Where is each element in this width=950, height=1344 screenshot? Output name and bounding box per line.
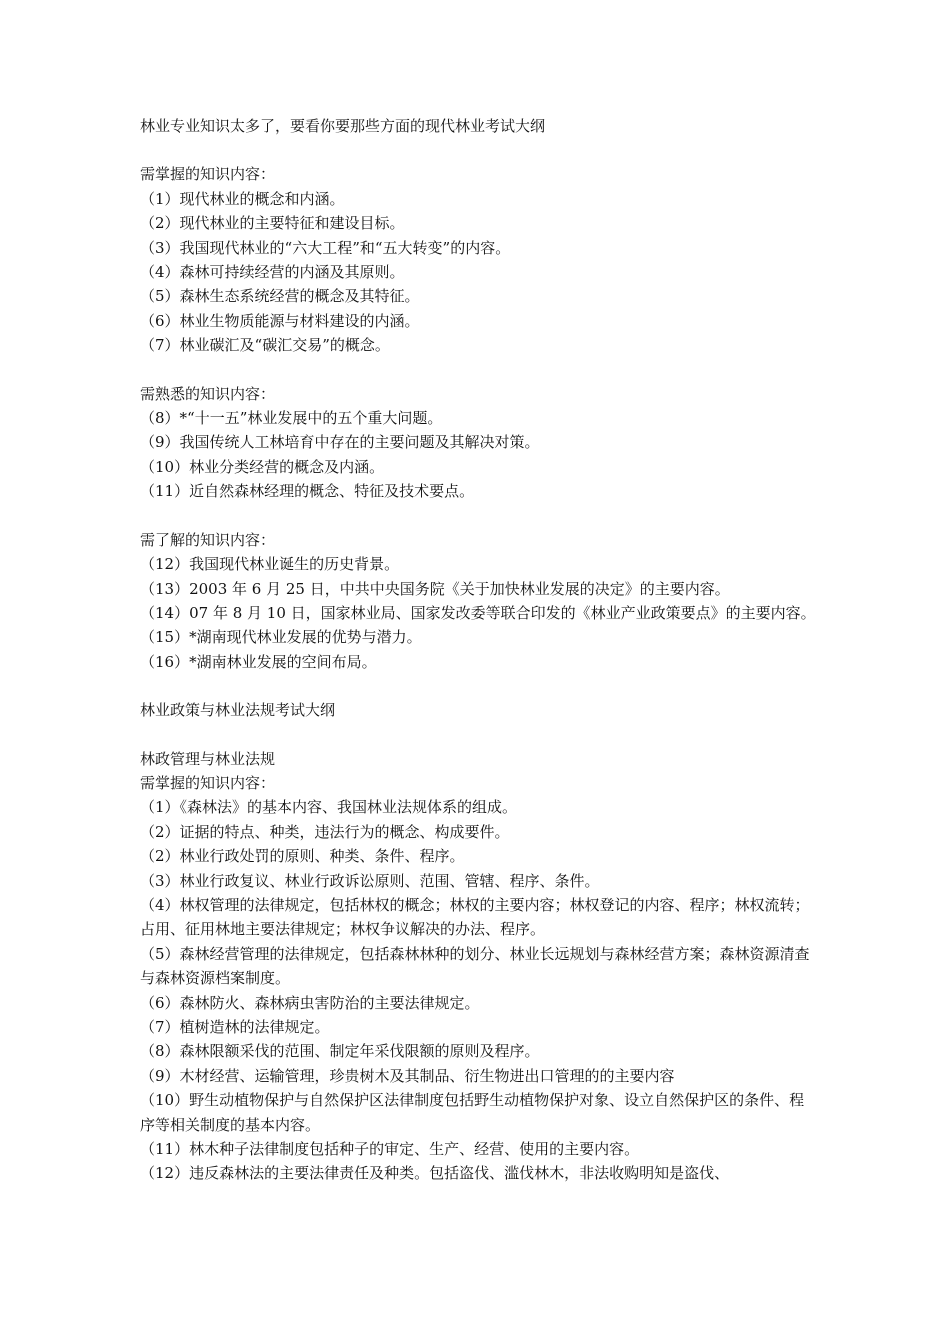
list-item: （1）《森林法》的基本内容、我国林业法规体系的组成。 bbox=[140, 798, 518, 817]
list-item: （13）2003 年 6 月 25 日，中共中央国务院《关于加快林业发展的决定》的主要内容。 bbox=[140, 579, 730, 598]
list-item: （6）森林防火、森林病虫害防治的主要法律规定。 bbox=[140, 993, 480, 1012]
intro-text: 林业专业知识太多了，要看你要那些方面的现代林业考试大纲 bbox=[140, 117, 546, 135]
list-item: （9）我国传统人工林培育中存在的主要问题及其解决对策。 bbox=[140, 433, 540, 452]
list-item: （2）现代林业的主要特征和建设目标。 bbox=[140, 214, 405, 233]
list-item: （11）林木种子法律制度包括种子的审定、生产、经营、使用的主要内容。 bbox=[140, 1140, 640, 1159]
list-item: （14）07 年 8 月 10 日，国家林业局、国家发改委等联合印发的《林业产业政策要点》的主要内容。 bbox=[140, 603, 816, 622]
section-heading: 需熟悉的知识内容： bbox=[140, 384, 276, 403]
list-item: （3）林业行政复议、林业行政诉讼原则、范围、管辖、程序、条件。 bbox=[140, 871, 600, 890]
section-heading: 需了解的知识内容： bbox=[140, 530, 276, 549]
list-item: （7）植树造林的法律规定。 bbox=[140, 1018, 330, 1036]
policy-title: 林业政策与林业法规考试大纲 bbox=[140, 701, 336, 720]
spacer bbox=[140, 674, 816, 698]
list-item: （7）林业碳汇及“碳汇交易”的概念。 bbox=[140, 336, 390, 355]
list-item: （11）近自然森林经理的概念、特征及技术要点。 bbox=[140, 482, 475, 501]
spacer bbox=[140, 723, 816, 747]
list-item: （2）林业行政处罚的原则、种类、条件、程序。 bbox=[140, 847, 465, 866]
spacer bbox=[140, 358, 816, 382]
list-item: （10）林业分类经营的概念及内涵。 bbox=[140, 457, 385, 476]
section-heading: 需掌握的知识内容： bbox=[140, 165, 276, 184]
spacer bbox=[140, 504, 816, 528]
list-item: （8）森林限额采伐的范围、制定年采伐限额的原则及程序。 bbox=[140, 1042, 540, 1061]
section-forestry-law bbox=[140, 747, 816, 1186]
list-item: （12）违反森林法的主要法律责任及种类。包括盗伐、滥伐林木，非法收购明知是盗伐、 bbox=[140, 1164, 730, 1183]
list-item: （1）现代林业的概念和内涵。 bbox=[140, 189, 345, 208]
spacer bbox=[140, 138, 816, 162]
list-item: （16）*湖南林业发展的空间布局。 bbox=[140, 652, 377, 671]
list-item: （8）*“十一五”林业发展中的五个重大问题。 bbox=[140, 409, 443, 428]
list-item: （3）我国现代林业的“六大工程”和“五大转变”的内容。 bbox=[140, 238, 511, 257]
list-item: （12）我国现代林业诞生的历史背景。 bbox=[140, 555, 400, 574]
list-item: （10）野生动植物保护与自然保护区法律制度包括野生动植物保护对象、设立自然保护区的条件、程序等相关制度的基本内容。 bbox=[140, 1091, 805, 1134]
list-item: （9）木材经营、运输管理，珍贵树木及其制品、衍生物进出口管理的的主要内容 bbox=[140, 1066, 675, 1085]
list-item: （4）林权管理的法律规定，包括林权的概念；林权的主要内容；林权登记的内容、程序；林权流转；占用、征用林地主要法律规定；林权争议解决的办法、程序。 bbox=[140, 895, 810, 939]
list-item: （5）森林经营管理的法律规定，包括森林林种的划分、林业长远规划与森林经营方案；森林资源清查与森林资源档案制度。 bbox=[140, 944, 810, 988]
section-must-familiar bbox=[140, 382, 816, 504]
document-page bbox=[140, 114, 816, 1186]
list-item: （6）林业生物质能源与材料建设的内涵。 bbox=[140, 311, 420, 330]
section-heading: 需掌握的知识内容： bbox=[140, 773, 276, 792]
list-item: （4）森林可持续经营的内涵及其原则。 bbox=[140, 263, 405, 282]
list-item: （15）*湖南现代林业发展的优势与潜力。 bbox=[140, 628, 422, 647]
list-item: （2）证据的特点、种类，违法行为的概念、构成要件。 bbox=[140, 822, 510, 841]
section-subtitle: 林政管理与林业法规 bbox=[140, 749, 276, 768]
section-must-master bbox=[140, 162, 816, 357]
section-must-understand bbox=[140, 528, 816, 674]
list-item: （5）森林生态系统经营的概念及其特征。 bbox=[140, 287, 420, 306]
